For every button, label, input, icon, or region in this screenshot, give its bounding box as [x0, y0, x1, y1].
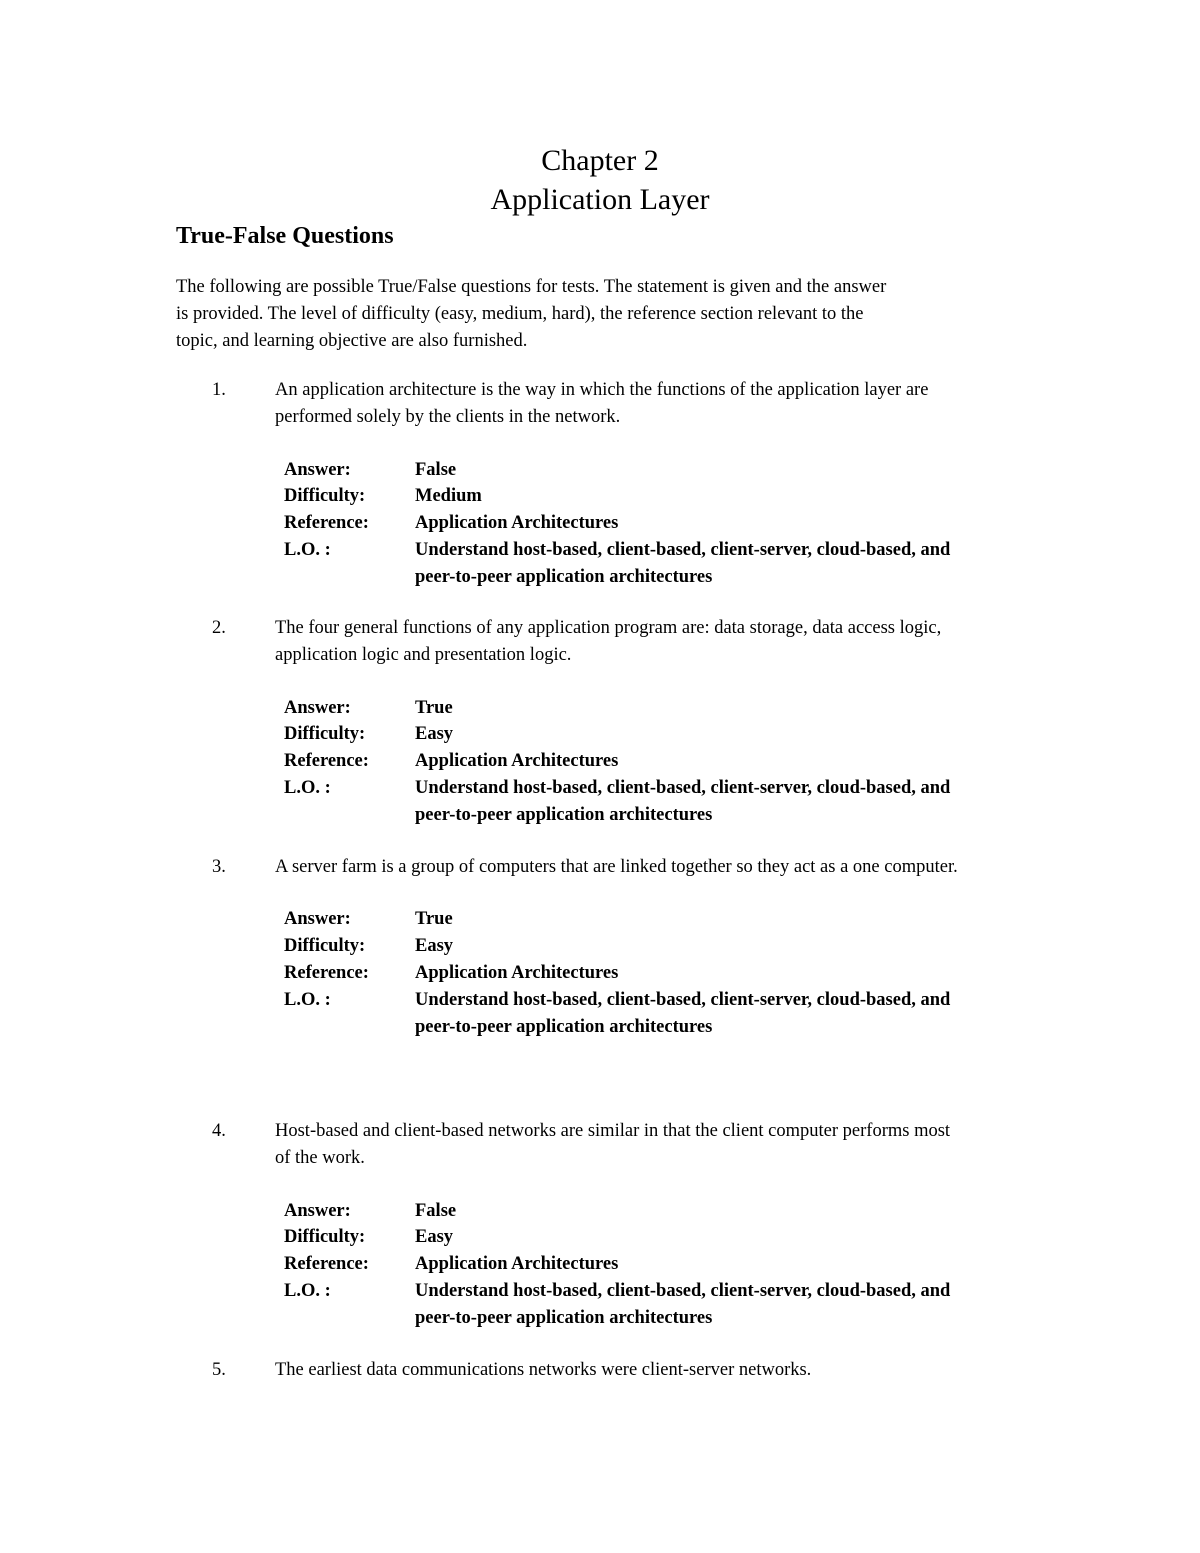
- question-text-line: A server farm is a group of computers that are linked together so they act as a one computer.: [275, 857, 958, 877]
- intro-line: is provided. The level of difficulty (easy, medium, hard), the reference section relevant to the: [176, 304, 864, 324]
- intro-paragraph: [176, 274, 1036, 355]
- reference-value: Application Architectures: [415, 963, 619, 983]
- difficulty-label: Difficulty:: [284, 1227, 366, 1247]
- question-text-line: The earliest data communications networks were client-server networks.: [275, 1360, 812, 1380]
- difficulty-label: Difficulty:: [284, 486, 366, 506]
- question-text: [275, 377, 1095, 431]
- lo-line: peer-to-peer application architectures: [415, 567, 713, 587]
- lo-line: Understand host-based, client-based, client-server, cloud-based, and: [415, 540, 951, 560]
- question-number: 1.: [212, 380, 226, 400]
- question-text-line: An application architecture is the way in which the functions of the application layer are: [275, 380, 929, 400]
- difficulty-label: Difficulty:: [284, 724, 366, 744]
- question-number: 4.: [212, 1121, 226, 1141]
- difficulty-value: Easy: [415, 724, 454, 744]
- intro-line: topic, and learning objective are also furnished.: [176, 331, 528, 351]
- question-number: 3.: [212, 857, 226, 877]
- lo-value: [415, 987, 950, 1041]
- question-text-line: application logic and presentation logic.: [275, 645, 572, 665]
- answer-value: False: [415, 460, 457, 480]
- reference-label: Reference:: [284, 751, 369, 771]
- lo-line: peer-to-peer application architectures: [415, 1017, 713, 1037]
- answer-value: True: [415, 698, 453, 718]
- section-heading: True-False Questions: [176, 223, 394, 249]
- difficulty-value: Easy: [415, 936, 454, 956]
- answer-value: True: [415, 909, 453, 929]
- question-text: [275, 615, 1095, 669]
- intro-line: The following are possible True/False questions for tests. The statement is given and the answer: [176, 277, 887, 297]
- chapter-title: Application Layer: [490, 183, 710, 216]
- answer-label: Answer:: [284, 1201, 351, 1221]
- lo-label: L.O. :: [284, 1281, 331, 1301]
- difficulty-label: Difficulty:: [284, 936, 366, 956]
- reference-label: Reference:: [284, 513, 369, 533]
- difficulty-value: Medium: [415, 486, 482, 506]
- question-text-line: performed solely by the clients in the network.: [275, 407, 621, 427]
- difficulty-value: Easy: [415, 1227, 454, 1247]
- reference-label: Reference:: [284, 1254, 369, 1274]
- question-text: [275, 1118, 1095, 1172]
- lo-line: Understand host-based, client-based, client-server, cloud-based, and: [415, 990, 951, 1010]
- question-number: 2.: [212, 618, 226, 638]
- lo-label: L.O. :: [284, 990, 331, 1010]
- lo-value: [415, 537, 950, 591]
- lo-line: peer-to-peer application architectures: [415, 1308, 713, 1328]
- lo-label: L.O. :: [284, 540, 331, 560]
- question-text: [275, 854, 1095, 881]
- question-text-line: Host-based and client-based networks are similar in that the client computer performs most: [275, 1121, 951, 1141]
- lo-line: peer-to-peer application architectures: [415, 805, 713, 825]
- chapter-number: Chapter 2: [541, 144, 659, 177]
- question-number: 5.: [212, 1360, 226, 1380]
- answer-label: Answer:: [284, 460, 351, 480]
- lo-line: Understand host-based, client-based, client-server, cloud-based, and: [415, 1281, 951, 1301]
- question-text: [275, 1357, 1095, 1384]
- question-text-line: of the work.: [275, 1148, 365, 1168]
- lo-value: [415, 775, 950, 829]
- answer-value: False: [415, 1201, 457, 1221]
- question-text-line: The four general functions of any application program are: data storage, data access logic,: [275, 618, 942, 638]
- lo-value: [415, 1278, 950, 1332]
- lo-label: L.O. :: [284, 778, 331, 798]
- reference-value: Application Architectures: [415, 751, 619, 771]
- reference-label: Reference:: [284, 963, 369, 983]
- lo-line: Understand host-based, client-based, client-server, cloud-based, and: [415, 778, 951, 798]
- answer-label: Answer:: [284, 698, 351, 718]
- reference-value: Application Architectures: [415, 513, 619, 533]
- reference-value: Application Architectures: [415, 1254, 619, 1274]
- answer-label: Answer:: [284, 909, 351, 929]
